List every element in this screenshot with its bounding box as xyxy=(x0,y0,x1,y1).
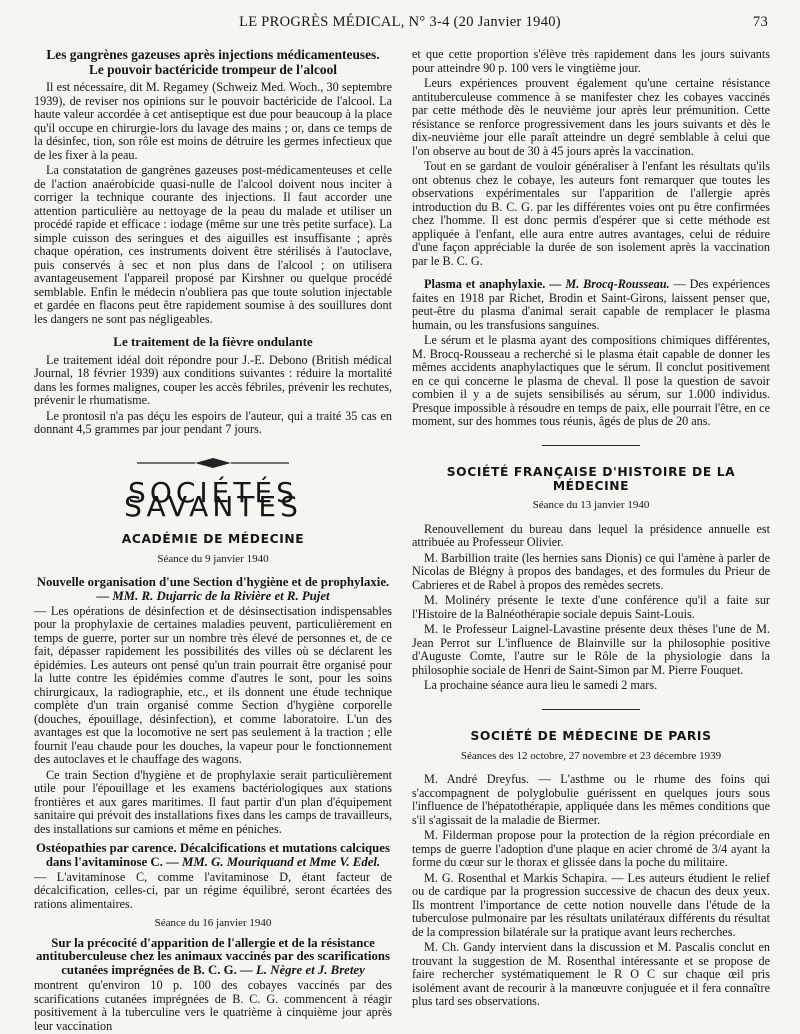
paragraph: Le traitement idéal doit répondre pour J.-E. Debono (British médical Journal, 18 février 1939) aux conditions suivantes : réduire la mortalité dans les formes malignes, couper les accès fébriles, prévenir les rechutes, prévenir le rhumatisme. xyxy=(34,352,392,407)
paragraph: montrent qu'environ 10 p. 100 des cobayes vaccinés par des scarifications cutanées imprégnées de B. C. G. commencent à réagir positivement à la tuberculine vers le quatrième à cinquième jour après leur vaccination xyxy=(34,978,392,1033)
communication-paragraph: Plasma et anaphylaxie. — M. Brocq-Rousseau. — Des expériences faites en 1918 par Richet, Brodin et Saint-Girons, laissent penser que, peut-être du plasma d'animal serait capable de remplacer le plasma humain, ou les transfusions sanguines. xyxy=(412,277,770,332)
session-date: Séances des 12 octobre, 27 novembre et 23 décembre 1939 xyxy=(460,749,722,762)
paragraph: M. le Professeur Laignel-Lavastine présente deux thèses l'une de M. Jean Perrot sur L'influence de Blainville sur la philosophie positive d'Auguste Comte, l'autre sur le Rôle de la physiologie dans la philosophie sociale de Henri de Saint-Simon par M. Pierre Fouquet. xyxy=(412,622,770,677)
paragraph: La prochaine séance aura lieu le samedi 2 mars. xyxy=(424,678,658,692)
paragraph: M. Filderman propose pour la protection de la région précordiale en temps de guerre l'adoption d'une plaque en acier chromé de 3/4 ayant la forme du cœur sur le thorax et glissée dans la poche du militaire. xyxy=(412,828,770,869)
paragraph: La constatation de gangrènes gazeuses post-médicamenteuses et celle de l'action anaérobicide quasi-nulle de l'alcool doivent nous inciter à corriger la technique courante des injections. Il faut accorder une attention particulière au nettoyage de la peau du malade et utiliser un procédé rapide et efficace : iodage (même sur une très petite surface). La simple cuisson des seringues et des aiguilles est insuffisante ; après chaque opération, ces instruments doivent être stérilisés à l'autoclave, puis conservés à sec et non plus dans de l'alcool ; on utilisera avantageusement l'appareil proposé par Kirshner ou quelque procédé semblable. Enfin le médecin n'oubliera pas que toute solution injectable et gardée en flacons peut être rapidement soumise à des souillures dont les dangers ne sont pas négligeables. xyxy=(34,163,392,326)
society-heading-academie: ACADÉMIE DE MÉDECINE xyxy=(121,532,305,546)
ornament-divider xyxy=(34,457,392,473)
paragraph: Ce train Section d'hygiène et de prophylaxie serait particulièrement utile pour l'épouillage et les examens bactériologiques aux stations frontières et aux gares maritimes. Il faut partir d'un plan d'équipement sanitaire qui prévoit des installations fixes dans les camps de travailleurs, des installations sur camions et même en péniches. xyxy=(34,767,392,836)
paragraph: M. Ch. Gandy intervient dans la discussion et M. Pascalis conclut en trouvant la suggestion de M. Rosenthal intéressante et se propose de faire rechercher systématiquement le R O C sur chaque œil pris isolément avant de recourir à la manœuvre conjuguée et il fera connaître plus tard ses observations. xyxy=(412,940,770,1008)
paragraph: Le prontosil n'a pas déçu les espoirs de l'auteur, qui a traité 35 cas en donnant 4,5 grammes par jour pendant 7 jours. xyxy=(34,408,392,436)
paragraph: — Les opérations de désinfection et de désinsectisation indispensables pour la prophylaxie de certaines maladies peuvent, particulièrement en temps de guerre, porter sur un nombre très élevé de personnes et, de ce fait, dépasser rapidement les possibilités des villes où se déclarent les épidémies. Les auteurs ont pensé qu'un train pourrait être organisé pour la lutte contre les épidémies comme d'autres le sont, pour les soins chirurgicaux, la radiographie, etc., et ils donnent une étude technique complète d'un train organisé comme Section d'hygiène corporelle (douches, épouillage, désinfection), et comme laboratoire. L'un des avantages est que la locomotive ne sert pas seulement à la traction ; elle fournit l'eau chaude pour les douches, la vapeur pour le fonctionnement des autoclaves et le chauffage des wagons. xyxy=(34,603,392,767)
page-number: 73 xyxy=(752,14,768,30)
article-title-fievre: Le traitement de la fièvre ondulante xyxy=(113,334,313,349)
section-title-societes-savantes: SOCIÉTÉS SAVANTES xyxy=(124,476,302,523)
section-divider xyxy=(542,445,640,447)
left-column xyxy=(34,48,392,1034)
paragraph: — L'avitaminose C, comme l'avitaminose D, étant facteur de décalcification, celles-ci, par un régime équilibré, seront écartées des rations alimentaires. xyxy=(34,869,392,911)
right-column xyxy=(412,48,770,1011)
communication-title: Nouvelle organisation d'une Section d'hygiène et de prophylaxie. — MM. R. Dujarric de la Rivière et R. Pujet xyxy=(36,575,390,603)
paragraph: M. André Dreyfus. — L'asthme ou le rhume des foins qui s'accompagnent de polyglobulie guérissent en quelques jours sous l'influence de l'hépatothérapie, appliquée dans les mêmes conditions que s'il s'agissait de la maladie de Biermer. xyxy=(412,772,770,827)
session-date: Séance du 13 janvier 1940 xyxy=(532,499,650,511)
paragraph: M. Barbillion traite (les hernies sans Dionis) ce qui l'amène à parler de Nicolas de Blégny à propos des bandages, et des formules du Prieur de Cabrieres et de Rabel à propos des remèdes secrets. xyxy=(412,550,770,592)
society-heading-histoire: SOCIÉTÉ FRANÇAISE D'HISTOIRE DE LA MÉDECINE xyxy=(446,465,736,493)
session-date: Séance du 16 janvier 1940 xyxy=(154,917,272,930)
page-header xyxy=(0,14,800,32)
paragraph: Il est nécessaire, dit M. Regamey (Schweiz Med. Woch., 30 septembre 1939), de reviser nos opinions sur le pouvoir bactéricide de l'alcool. La haute valeur accordée à cet antiseptique est due pour beaucoup à la place qu'il occupe en chirurgie-lors du lavage des mains ; or, dans ce temps de la désinfec, tion, son rôle est moins de détruire les germes infectieux que de les fixer à la peau. xyxy=(34,80,392,162)
running-title: LE PROGRÈS MÉDICAL, N° 3-4 (20 Janvier 1940) xyxy=(239,14,561,30)
paragraph: et que cette proportion s'élève très rapidement dans les jours suivants pour atteindre 90 p. 100 vers le vingtième jour. xyxy=(412,47,770,75)
article-title-gangrenes: Les gangrènes gazeuses après injections médicamenteuses. Le pouvoir bactéricide trompeur de l'alcool xyxy=(46,47,380,77)
paragraph: Tout en se gardant de vouloir généraliser à l'enfant les résultats qu'ils ont obtenus chez le cobaye, les auteurs font remarquer que toutes les observations expérimentales sur l'apparition de l'allergie après introduction du B. C. G. par les différentes voies ont pu être confirmées chez l'homme. Il est donc permis d'espérer que si cette méthode est appliquée à l'enfant, elle aura entre autres avantages, celui de réduire d'une façon appréciable la durée de son isolement après la vaccination par le B. C. G. xyxy=(412,159,770,268)
paragraph: Le sérum et le plasma ayant des compositions chimiques différentes, M. Brocq-Rousseau a recherché si le plasma était capable de donner les mêmes accidents anaphylactiques que le sérum. Il conclut positivement en ce qui concerne le plasma de cheval. Il pose la question de savoir combien il y a de sujets sensibilisés au sérum, sur 1.000 individus. Presque impossible à résoudre en temps de paix, elle pourrait l'être, en ce moment, sur des hommes tous réunis, âgés de plus de 20 ans. xyxy=(412,333,770,428)
paragraph: M. G. Rosenthal et Markis Schapira. — Les auteurs étudient le relief ou de cardique par la progression successive de chacun des deux yeux. Ils montrent l'importance de cette notion nouvelle dans l'étude de la tuberculose pulmonaire par les résultats unilatéraux différents du résultat de la compression bilatérale sur la pratique avant leurs recherches. xyxy=(412,870,770,939)
paragraph: Leurs expériences prouvent également qu'une certaine résistance antituberculeuse commence à se manifester chez les cobayes vaccinés par cette méthode dès le neuvième jour après leur prémunition. Cette résistance se renforce progressivement dans les jours suivants et dès le dix-neuvième jour elle paraît atteindre un degré semblable à celui que l'on observe au bout de 30 à 45 jours après la vaccination. xyxy=(412,76,770,158)
paragraph: Renouvellement du bureau dans lequel la présidence annuelle est attribuée au Professeur Olivier. xyxy=(412,521,770,549)
paragraph: M. Molinéry présente le texte d'une conférence qu'il a faite sur l'Histoire de la Balnéothérapie sociale depuis Saint-Louis. xyxy=(412,593,770,621)
section-divider xyxy=(542,709,640,711)
society-heading-paris: SOCIÉTÉ DE MÉDECINE DE PARIS xyxy=(470,729,712,743)
communication-title: Sur la précocité d'apparition de l'allergie et de la résistance antituberculeuse chez les animaux vaccinés par des scarifications cutanées imprégnées de B. C. G. — L. Nègre et J. Bretey xyxy=(36,935,390,978)
session-date: Séance du 9 janvier 1940 xyxy=(157,552,269,565)
communication-title: Ostéopathies par carence. Décalcifications et mutations calciques dans l'avitaminose C. — MM. G. Mouriquand et Mme V. Edel. xyxy=(36,841,390,869)
